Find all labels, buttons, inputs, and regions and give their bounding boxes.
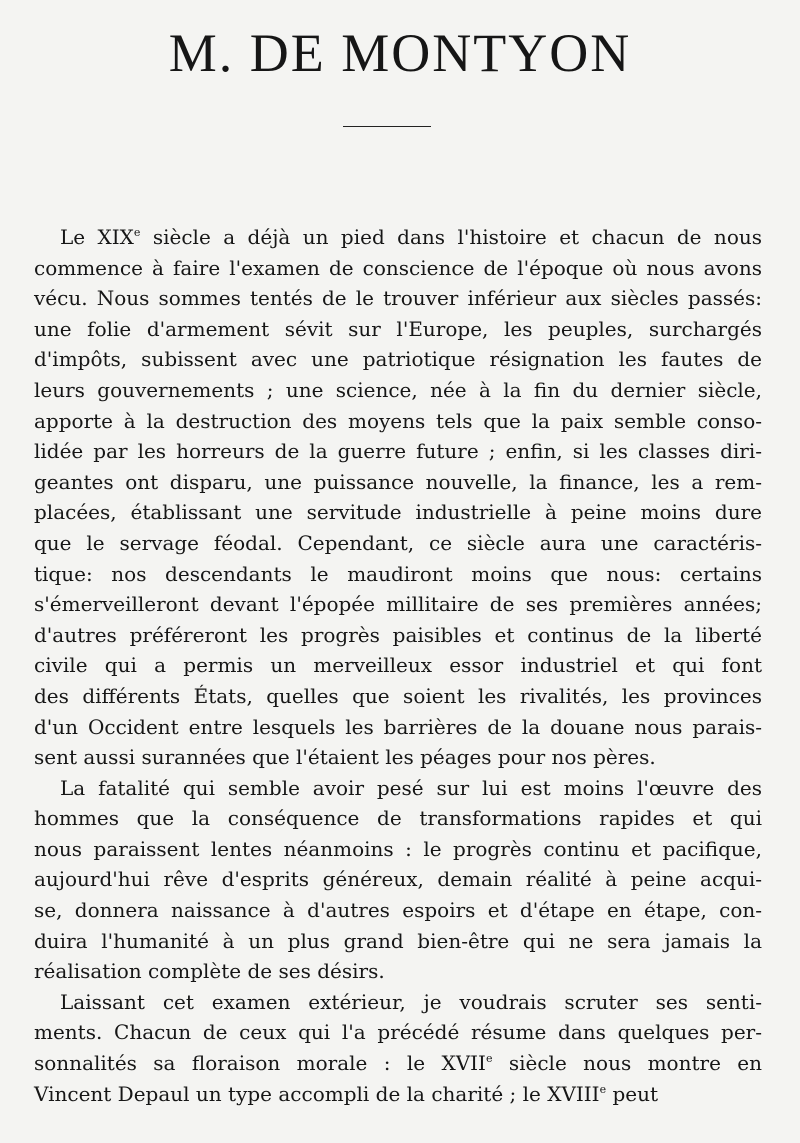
text-line — [34, 222, 762, 253]
text-line — [34, 283, 762, 314]
text-line — [34, 344, 762, 375]
text-segment: vécu. Nous sommes tentés de le trouver inférieur aux siècles passés: — [34, 286, 762, 311]
text-segment: placées, établissant une servitude industrielle à peine moins dure — [34, 500, 762, 525]
title-divider — [343, 126, 431, 127]
text-line — [34, 864, 762, 895]
text-segment: s'émerveilleront devant l'épopée millitaire de ses premières années; — [34, 592, 762, 617]
text-segment: sonnalités sa floraison morale : le XVII — [34, 1051, 486, 1076]
text-line — [34, 712, 762, 743]
text-line — [34, 406, 762, 437]
text-segment: siècle a déjà un pied dans l'histoire et chacun de nous — [140, 225, 762, 249]
text-line — [34, 528, 762, 559]
text-line — [34, 497, 762, 528]
text-segment: Le XIX — [60, 225, 134, 249]
text-line — [34, 589, 762, 620]
text-segment: des différents États, quelles que soient les rivalités, les provinces — [34, 683, 762, 708]
text-segment: sent aussi surannées que l'étaient les péages pour nos pères. — [34, 745, 656, 770]
text-segment: Laissant cet examen extérieur, je voudrais scruter ses senti- — [60, 989, 762, 1014]
text-segment: que le servage féodal. Cependant, ce siècle aura une caractéris- — [34, 530, 762, 555]
text-line — [34, 895, 762, 926]
text-segment: Vincent Depaul un type accompli de la charité ; le XVIII — [34, 1081, 600, 1106]
text-line — [34, 1017, 762, 1048]
text-segment: leurs gouvernements ; une science, née à la fin du dernier siècle, — [34, 377, 762, 402]
text-line — [34, 436, 762, 467]
text-segment: La fatalité qui semble avoir pesé sur lui est moins l'œuvre des — [60, 775, 762, 800]
text-segment: geantes ont disparu, une puissance nouvelle, la finance, les a rem- — [34, 469, 762, 494]
text-segment: d'impôts, subissent avec une patriotique résignation les fautes de — [34, 347, 762, 372]
body-text — [34, 222, 762, 1109]
superscript: e — [133, 226, 141, 239]
text-line — [34, 1079, 762, 1110]
text-segment: réalisation complète de ses désirs. — [34, 959, 385, 984]
paragraph — [34, 987, 762, 1109]
text-segment: lidée par les horreurs de la guerre future ; enfin, si les classes diri- — [34, 439, 762, 464]
text-line — [34, 253, 762, 284]
text-line — [34, 620, 762, 651]
text-line — [34, 926, 762, 957]
text-line — [34, 742, 762, 773]
text-segment: tique: nos descendants le maudiront moins que nous: certains — [34, 561, 762, 586]
text-line — [34, 467, 762, 498]
text-segment: une folie d'armement sévit sur l'Europe, les peuples, surchargés — [34, 316, 762, 341]
text-line — [34, 956, 762, 987]
superscript: e — [485, 1052, 493, 1066]
text-line — [34, 773, 762, 804]
text-line — [34, 375, 762, 406]
text-line — [34, 1048, 762, 1079]
text-line — [34, 834, 762, 865]
text-segment: d'un Occident entre lesquels les barrières de la douane nous parais- — [34, 714, 762, 739]
text-segment: ments. Chacun de ceux qui l'a précédé résume dans quelques per- — [34, 1020, 762, 1045]
text-segment: duira l'humanité à un plus grand bien-être qui ne sera jamais la — [34, 928, 762, 953]
paragraph — [34, 222, 762, 773]
text-segment: d'autres préféreront les progrès paisibles et continus de la liberté — [34, 622, 762, 647]
page-title: M. DE MONTYON — [168, 23, 632, 83]
text-segment: peut — [606, 1081, 659, 1106]
text-line — [34, 681, 762, 712]
paragraph — [34, 773, 762, 987]
text-segment: hommes que la conséquence de transformations rapides et qui — [34, 806, 762, 831]
text-line — [34, 314, 762, 345]
text-segment: civile qui a permis un merveilleux essor industriel et qui font — [34, 653, 762, 678]
text-segment: commence à faire l'examen de conscience de l'époque où nous avons — [34, 255, 762, 280]
text-line — [34, 559, 762, 590]
text-line — [34, 803, 762, 834]
text-segment: aujourd'hui rêve d'esprits généreux, demain réalité à peine acqui- — [34, 867, 762, 892]
text-line — [34, 650, 762, 681]
text-segment: se, donnera naissance à d'autres espoirs et d'étape en étape, con- — [34, 898, 762, 923]
text-line — [34, 987, 762, 1018]
text-segment: nous paraissent lentes néanmoins : le progrès continu et pacifique, — [34, 836, 762, 861]
text-segment: apporte à la destruction des moyens tels que la paix semble conso- — [34, 408, 762, 433]
text-segment: siècle nous montre en — [492, 1051, 763, 1076]
superscript: e — [599, 1082, 607, 1096]
